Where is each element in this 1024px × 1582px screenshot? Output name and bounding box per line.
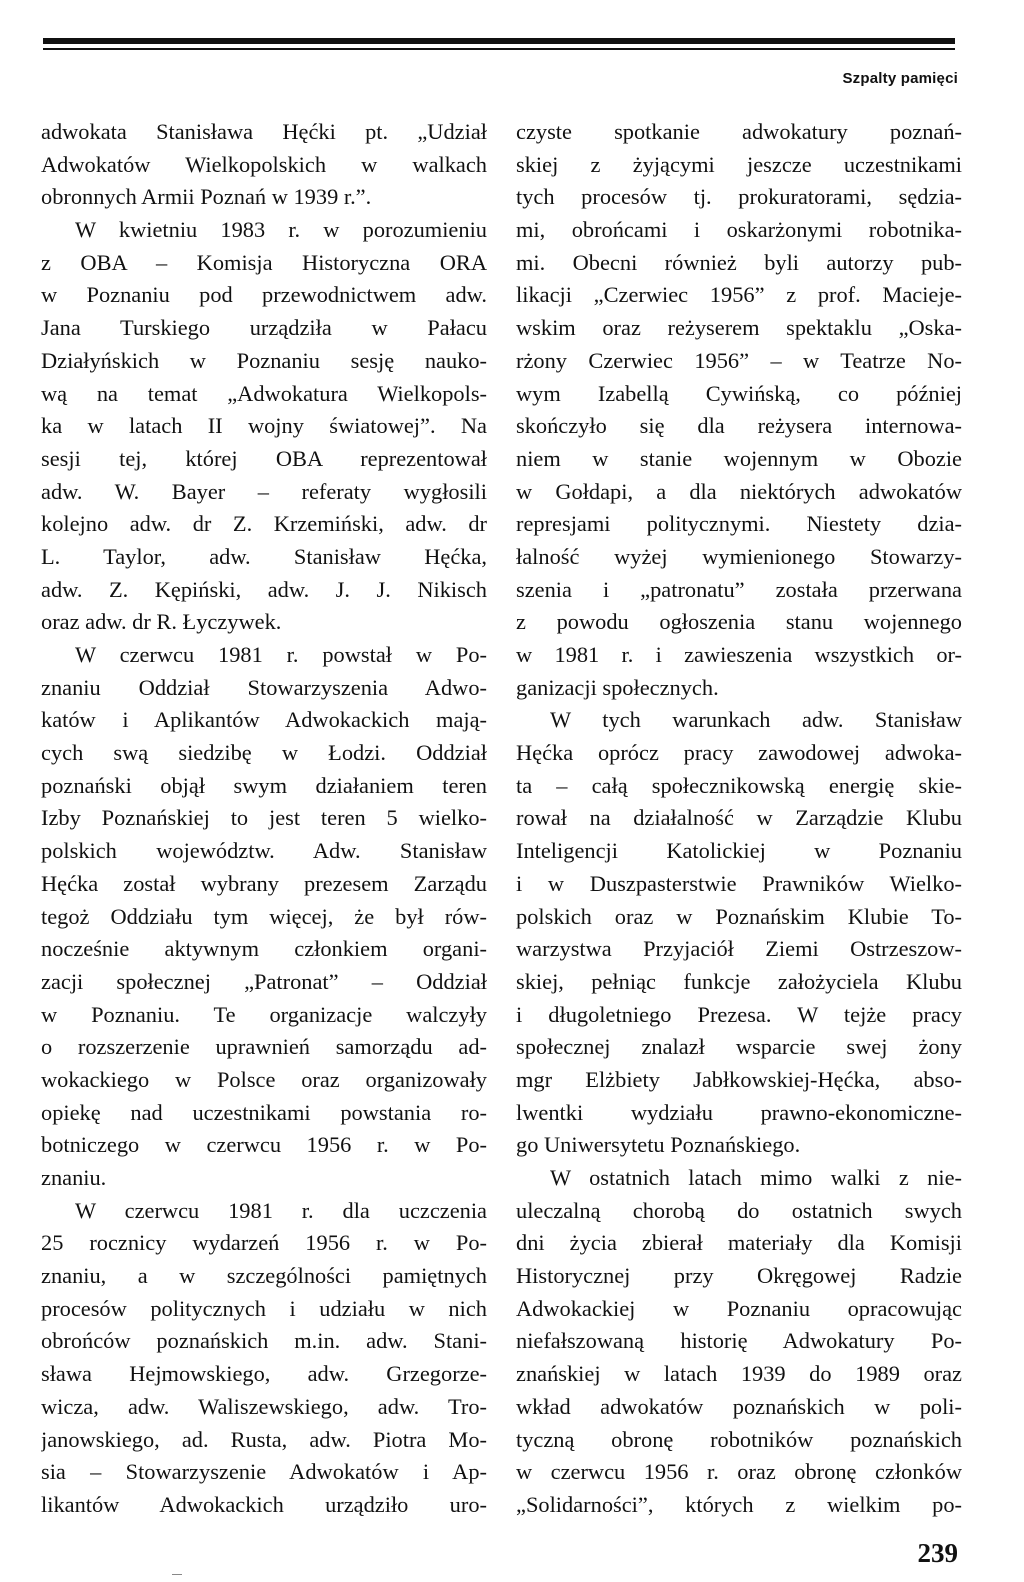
running-header: Szpalty pamięci (842, 70, 958, 87)
text-line: polskich oraz w Poznańskim Klubie To- (516, 903, 962, 929)
text-line: czyste spotkanie adwokatury poznań- (516, 119, 962, 144)
text-line: janowskiego, ad. Rusta, adw. Piotra Mo- (41, 1426, 487, 1452)
text-line: szenia i „patronatu” została przerwana (516, 576, 962, 602)
text-line: wicza, adw. Waliszewskiego, adw. Tro- (41, 1393, 487, 1419)
text-line: Historycznej przy Okręgowej Radzie (516, 1263, 962, 1289)
page-number: 239 (917, 1538, 958, 1568)
text-line: kolejno adw. dr Z. Krzemiński, adw. dr (41, 511, 487, 537)
text-line: Hęćka oprócz pracy zawodowej adwoka- (516, 740, 962, 766)
text-line: Adwokackiej w Poznaniu opracowując (516, 1295, 962, 1321)
text-line: w Poznaniu pod przewodnictwem adw. (41, 282, 487, 308)
text-line: skiej z żyjącymi jeszcze uczestnikami (516, 151, 962, 177)
text-line: W czerwcu 1981 r. powstał w Po- (75, 642, 487, 667)
text-line: niem w stanie wojennym w Obozie (516, 445, 962, 471)
text-line: znaniu Oddział Stowarzyszenia Adwo- (41, 674, 487, 700)
text-line: cych swą siedzibę w Łodzi. Oddział (41, 740, 487, 766)
text-line: w 1981 r. i zawieszenia wszystkich or- (516, 642, 962, 667)
text-line: zacji społecznej „Patronat” – Oddział (41, 968, 487, 994)
text-line: skiej, pełniąc funkcje założyciela Klubu (516, 968, 962, 994)
text-line: botniczego w czerwcu 1956 r. w Po- (41, 1132, 487, 1158)
text-line: obronnych Armii Poznań w 1939 r.”. (41, 184, 372, 210)
text-line: Hęćka został wybrany prezesem Zarządu (41, 870, 487, 896)
text-line: ganizacji społecznych. (516, 674, 719, 700)
text-line: w czerwcu 1956 r. oraz obronę członków (516, 1459, 962, 1485)
text-line: mi. Obecni również byli autorzy pub- (516, 249, 962, 275)
text-line: adwokata Stanisława Hęćki pt. „Udział (41, 119, 487, 144)
text-line: znaniu. (41, 1165, 107, 1190)
text-line: W kwietniu 1983 r. w porozumieniu (75, 217, 487, 243)
text-line: 25 rocznicy wydarzeń 1956 r. w Po- (41, 1230, 487, 1256)
text-line: W czerwcu 1981 r. dla uczczenia (75, 1197, 487, 1223)
text-line: ka w latach II wojny światowej”. Na (41, 413, 487, 439)
text-line: i długoletniego Prezesa. W tejże pracy (516, 1001, 962, 1027)
text-line: sesji tej, której OBA reprezentował (41, 445, 487, 471)
text-line: wą na temat „Adwokatura Wielkopols- (41, 380, 487, 406)
text-line: polskich województw. Adw. Stanisław (41, 838, 487, 864)
text-line: obrońców poznańskich m.in. adw. Stani- (41, 1328, 487, 1354)
text-line: uleczalną chorobą do ostatnich swych (516, 1197, 962, 1223)
text-line: mi, obrońcami i oskarżonymi robotnika- (516, 217, 962, 243)
text-line: poznański objął swym działaniem teren (41, 772, 487, 798)
text-line: represjami politycznymi. Niestety dzia- (516, 511, 962, 537)
text-line: wskim oraz reżyserem spektaklu „Oska- (516, 315, 962, 341)
text-line: opiekę nad uczestnikami powstania ro- (41, 1099, 487, 1125)
text-line: łalność wyżej wymienionego Stowarzy- (516, 543, 962, 569)
text-line: społecznej znalazł wsparcie swej żony (516, 1034, 962, 1060)
text-line: tyczną obronę robotników poznańskich (516, 1426, 962, 1452)
text-line: i w Duszpasterstwie Prawników Wielko- (516, 870, 962, 896)
text-line: likantów Adwokackich urządziło uro- (41, 1491, 487, 1517)
text-line: sia – Stowarzyszenie Adwokatów i Ap- (41, 1459, 487, 1485)
text-line: Jana Turskiego urządziła w Pałacu (41, 315, 487, 341)
text-line: wym Izabellą Cywińską, co później (516, 380, 962, 406)
text-line: katów i Aplikantów Adwokackich mają- (41, 707, 487, 733)
text-line: skończyło się dla reżysera internowa- (516, 413, 962, 439)
text-line: znańskiej w latach 1939 do 1989 oraz (516, 1361, 962, 1387)
text-line: niefałszowaną historię Adwokatury Po- (516, 1328, 962, 1354)
text-line: W tych warunkach adw. Stanisław (550, 707, 962, 733)
text-line: z OBA – Komisja Historyczna ORA (41, 249, 487, 275)
text-line: warzystwa Przyjaciół Ziemi Ostrzeszow- (516, 936, 962, 962)
text-line: go Uniwersytetu Poznańskiego. (516, 1132, 801, 1158)
text-line: tegoż Oddziału tym więcej, że był rów- (41, 903, 487, 929)
text-line: z powodu ogłoszenia stanu wojennego (516, 609, 962, 635)
header-rule-thick (43, 38, 955, 44)
text-line: Adwokatów Wielkopolskich w walkach (41, 151, 487, 177)
text-line: likacji „Czerwiec 1956” z prof. Macieje- (516, 282, 962, 308)
text-line: Izby Poznańskiej to jest teren 5 wielko- (41, 805, 487, 831)
text-line: tych procesów tj. prokuratorami, sędzia- (516, 184, 962, 210)
text-line: Działyńskich w Poznaniu sesję nauko- (41, 347, 487, 373)
text-line: w Poznaniu. Te organizacje walczyły (41, 1001, 487, 1027)
text-line: rżony Czerwiec 1956” – w Teatrze No- (516, 347, 962, 373)
text-column-right (516, 116, 962, 1522)
footer-mark (172, 1574, 182, 1575)
text-line: lwentki wydziału prawno-ekonomiczne- (516, 1099, 962, 1125)
text-line: w Gołdapi, a dla niektórych adwokatów (516, 478, 962, 504)
text-line: Inteligencji Katolickiej w Poznaniu (516, 838, 962, 864)
text-line: W ostatnich latach mimo walki z nie- (550, 1165, 962, 1190)
header-rule-thin (43, 48, 955, 50)
text-line: procesów politycznych i udziału w nich (41, 1295, 487, 1321)
text-line: wokackiego w Polsce oraz organizowały (41, 1066, 487, 1092)
text-line: nocześnie aktywnym członkiem organi- (41, 936, 487, 962)
text-line: mgr Elżbiety Jabłkowskiej-Hęćka, abso- (516, 1066, 962, 1092)
text-line: adw. W. Bayer – referaty wygłosili (41, 478, 487, 504)
text-column-left (41, 116, 487, 1522)
text-line: „Solidarności”, których z wielkim po- (516, 1491, 962, 1517)
text-line: adw. Z. Kępiński, adw. J. J. Nikisch (41, 576, 487, 602)
text-line: ta – całą społecznikowską energię skie- (516, 772, 962, 798)
text-line: dni życia zbierał materiały dla Komisji (516, 1230, 962, 1256)
text-line: oraz adw. dr R. Łyczywek. (41, 609, 282, 635)
text-line: o rozszerzenie uprawnień samorządu ad- (41, 1034, 487, 1060)
text-line: rował na działalność w Zarządzie Klubu (516, 805, 962, 831)
text-line: sława Hejmowskiego, adw. Grzegorze- (41, 1361, 487, 1387)
text-line: znaniu, a w szczególności pamiętnych (41, 1263, 487, 1289)
text-line: L. Taylor, adw. Stanisław Hęćka, (41, 543, 487, 569)
text-line: wkład adwokatów poznańskich w poli- (516, 1393, 962, 1419)
